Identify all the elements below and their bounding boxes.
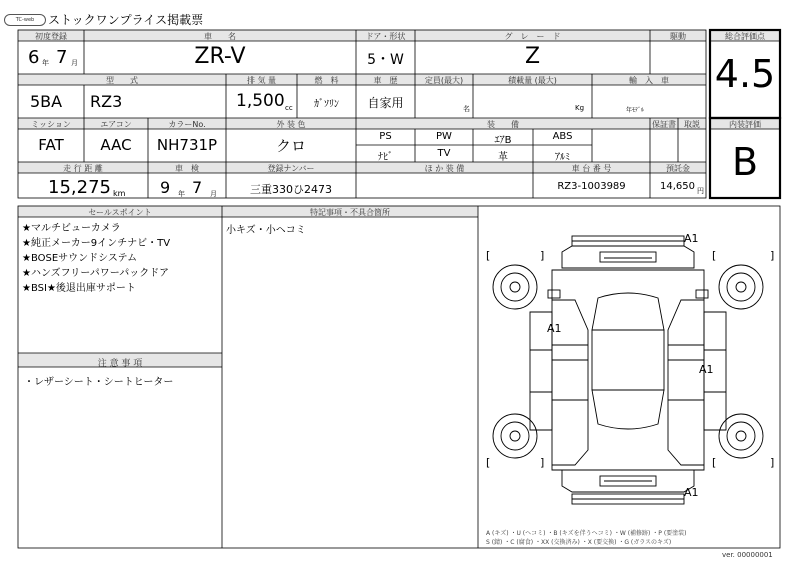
bracket-rear-left-open: [ [486, 456, 491, 469]
inspection-month: 7 [192, 178, 203, 197]
label-warranty: 保証書 [652, 120, 676, 129]
label-load: 積載量 (最大) [508, 76, 557, 85]
label-fuel: 燃 料 [314, 76, 339, 85]
caution-item: ・レザーシート・シートヒーター [24, 377, 174, 388]
sales-points-list [22, 221, 170, 296]
plate-number: 三重330ひ2473 [250, 183, 332, 196]
first-reg-year: 6 [28, 47, 40, 68]
damage-mark-front-bumper: A1 [684, 232, 699, 245]
aircon: AAC [100, 136, 132, 154]
label-overall-score: 総合評価点 [725, 32, 765, 41]
label-mission: ミッション [31, 120, 71, 129]
mission: FAT [38, 136, 64, 154]
label-inspection: 車 検 [175, 164, 199, 173]
displacement: 1,500 [236, 91, 285, 111]
damage-mark-left-door: A1 [547, 322, 562, 335]
tc-web-logo: TC-web [4, 14, 46, 26]
label-door-type: ドア・形状 [365, 32, 406, 41]
chassis-number: RZ3-1003989 [557, 181, 626, 192]
fuel: ｶﾞｿﾘﾝ [314, 99, 339, 110]
label-capacity: 定員(最大) [424, 76, 464, 85]
deposit: 14,650 [660, 181, 695, 192]
sales-point-item: ★BSI★後退出庫サポート [22, 283, 136, 294]
label-grade: グ レ ー ド [504, 32, 561, 41]
displacement-unit: cc [285, 104, 293, 112]
label-aircon: エアコン [100, 120, 132, 129]
version-label: ver. 00000001 [722, 551, 773, 559]
legend-line-2: S (錆) ・C (腐食) ・XX (交換済み) ・X (要交換) ・G (ガラスのキズ) [486, 539, 672, 546]
first-reg-month-unit: 月 [71, 59, 78, 67]
damage-mark-right-door: A1 [699, 363, 714, 376]
inspection-year-unit: 年 [178, 190, 185, 198]
import-model-year: 年ﾓﾃﾞﾙ [626, 107, 645, 114]
label-plate: 登録ナンバー [267, 164, 315, 173]
special-notes-text: 小キズ・小ヘコミ [226, 225, 306, 236]
label-import: 輸 入 車 [629, 76, 669, 85]
label-interior-score: 内装評価 [729, 120, 761, 129]
bracket-front-right-close: ] [770, 249, 775, 262]
bracket-rear-right-close: ] [770, 456, 775, 469]
bracket-front-left-open: [ [486, 249, 491, 262]
vehicle-damage-diagram [478, 206, 780, 548]
equip-ps: PS [379, 131, 392, 142]
overall-score: 4.5 [714, 52, 776, 96]
equip-leather: 革 [498, 152, 508, 163]
label-manual: 取説 [684, 120, 700, 129]
label-first-reg: 初度登録 [35, 32, 67, 41]
label-cautions: 注 意 事 項 [97, 359, 143, 369]
model-prefix: 5BA [30, 92, 63, 111]
sales-point-item: ★BOSEサウンドシステム [22, 253, 138, 264]
mileage-unit: km [113, 189, 126, 198]
sales-point-item: ★ハンズフリーパワーパックドア [22, 268, 169, 279]
grade: Z [524, 44, 541, 69]
label-exterior-color: 外 装 色 [276, 120, 306, 129]
form-title: ストックワンプライス掲載票 [48, 13, 204, 27]
sales-point-item: ★純正メーカー9インチナビ・TV [22, 238, 171, 249]
label-equipment: 装 備 [487, 120, 519, 129]
label-history: 車 歴 [373, 76, 398, 85]
equip-tv: TV [437, 148, 451, 159]
bracket-rear-right-open: [ [712, 456, 717, 469]
label-model: 型 式 [106, 76, 138, 85]
model: RZ3 [90, 92, 123, 111]
label-special-notes: 特記事項・不具合箇所 [310, 208, 390, 217]
label-deposit: 預託金 [666, 164, 690, 173]
label-chassis-no: 車 台 番 号 [571, 164, 612, 173]
bracket-rear-left-close: ] [540, 456, 545, 469]
deposit-unit: 円 [697, 187, 704, 195]
legend-line-1: A (キズ) ・U (ヘコミ) ・B (キズを伴うヘコミ) ・W (補修跡) ・P (要塗装) [486, 530, 687, 537]
color-no: NH731P [156, 136, 218, 154]
capacity-unit: 名 [463, 105, 470, 113]
label-other-equipment: ほ か 装 備 [424, 164, 465, 173]
first-reg-year-unit: 年 [42, 59, 49, 67]
equip-airbag: ｴｱB [494, 135, 512, 146]
equip-alloy: ｱﾙﾐ [555, 152, 570, 163]
label-mileage: 走 行 距 離 [63, 164, 103, 173]
label-drive: 駆動 [670, 32, 686, 41]
inspection-year: 9 [160, 178, 171, 197]
damage-mark-rear-bumper: A1 [684, 486, 699, 499]
history: 自家用 [367, 96, 404, 110]
exterior-color: クロ [275, 137, 306, 155]
car-name: ZR-V [194, 44, 246, 69]
interior-score: B [731, 140, 759, 184]
bracket-front-left-close: ] [540, 249, 545, 262]
label-car-name: 車 名 [204, 32, 236, 41]
first-reg-month: 7 [56, 47, 68, 68]
load-unit: Kg [575, 104, 585, 112]
equip-pw: PW [436, 131, 452, 142]
equip-navi: ﾅﾋﾞ [378, 152, 393, 163]
label-sales-points: セールスポイント [88, 208, 152, 217]
bracket-front-right-open: [ [712, 249, 717, 262]
inspection-month-unit: 月 [210, 190, 217, 198]
equip-abs: ABS [552, 131, 573, 142]
label-displacement: 排 気 量 [246, 76, 277, 85]
mileage: 15,275 [48, 177, 111, 198]
door-type: 5・W [367, 52, 404, 68]
sales-point-item: ★マルチビューカメラ [22, 223, 121, 234]
label-color-no: カラーNo. [168, 120, 206, 129]
